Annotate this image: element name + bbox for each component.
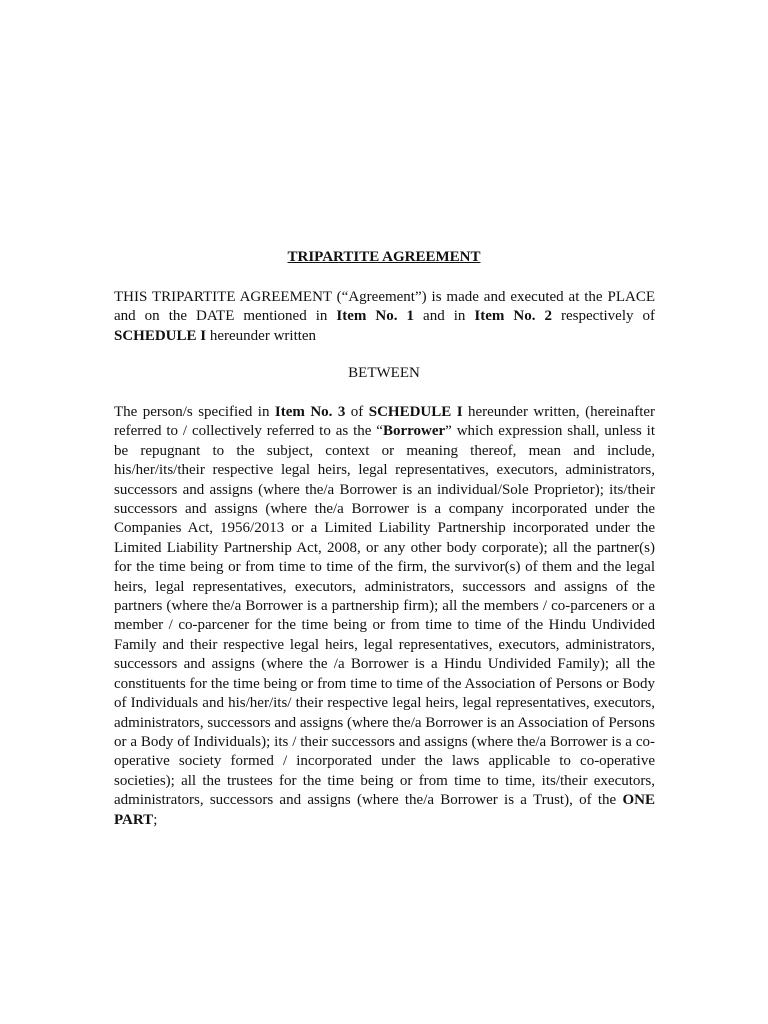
- intro-item-no-2: Item No. 2: [474, 308, 553, 325]
- intro-paragraph: [114, 288, 655, 346]
- party-borrower-term: Borrower: [382, 423, 446, 440]
- party-item-no-3: Item No. 3: [274, 404, 346, 420]
- intro-text-4: hereunder written: [206, 327, 317, 344]
- party-text-5: ;: [153, 811, 158, 828]
- intro-item-no-1: Item No. 1: [336, 308, 415, 325]
- intro-schedule-ref: SCHEDULE I: [114, 327, 207, 344]
- party-one-part: ONE PART: [114, 792, 655, 828]
- intro-text-1: THIS TRIPARTITE AGREEMENT (“Agreement”) is made and executed at the PLACE and on the DATE mentioned in: [114, 289, 655, 325]
- party-schedule-ref: SCHEDULE I: [368, 404, 463, 420]
- party-text-1: The person/s specified in: [114, 404, 275, 420]
- party-text-2: of: [345, 404, 369, 420]
- document-title: TRIPARTITE AGREEMENT: [287, 249, 481, 265]
- intro-text-2: and in: [414, 308, 475, 325]
- intro-text-3: respectively of: [552, 308, 656, 325]
- borrower-party-paragraph: [114, 403, 655, 830]
- party-text-4: ” which expression shall, unless it be repugnant to the subject, context or meaning thereof, mean and include, his/her/its/their respective legal heirs, legal representatives, executors, administrators, successors and assigns (where the/a Borrower is an individual/Sole Proprietor); its/their successors and assigns (where the/a Borrower is a company incorporated under the Companies Act, 1956/2013 or a Limited Liability Partnership incorporated under the Limited Liability Partnership Act, 2008, or any other body corporate); all the partner(s) for the time being or from time to time of the firm, the survivor(s) of them and the legal heirs, legal representatives, executors, administrators, successors and assigns of the partners (where the/a Borrower is a partnership firm); all the members / co-parceners or a member / co-parcener for the time being or from time to time of the Hindu Undivided Family and their respective legal heirs, legal representatives, executors, administrators, successors and assigns (where the /a Borrower is a Hindu Undivided Family); all the constituents for the time being or from time to time of the Association of Persons or Body of Individuals and his/her/its/ their respective legal heirs, legal representatives, executors, administrators, successors and assigns (where the/a Borrower is an Association of Persons or a Body of Individuals); its / their successors and assigns (where the/a Borrower is a co-operative society formed / incorporated under the laws applicable to co-operative societies); all the trustees for the time being or from time to time, its/their executors, administrators, successors and assigns (where the/a Borrower is a Trust), of the: [114, 423, 655, 809]
- between-heading: BETWEEN: [348, 365, 420, 381]
- party-text-3: hereunder written, (hereinafter referred to / collectively referred to as the “: [114, 404, 656, 440]
